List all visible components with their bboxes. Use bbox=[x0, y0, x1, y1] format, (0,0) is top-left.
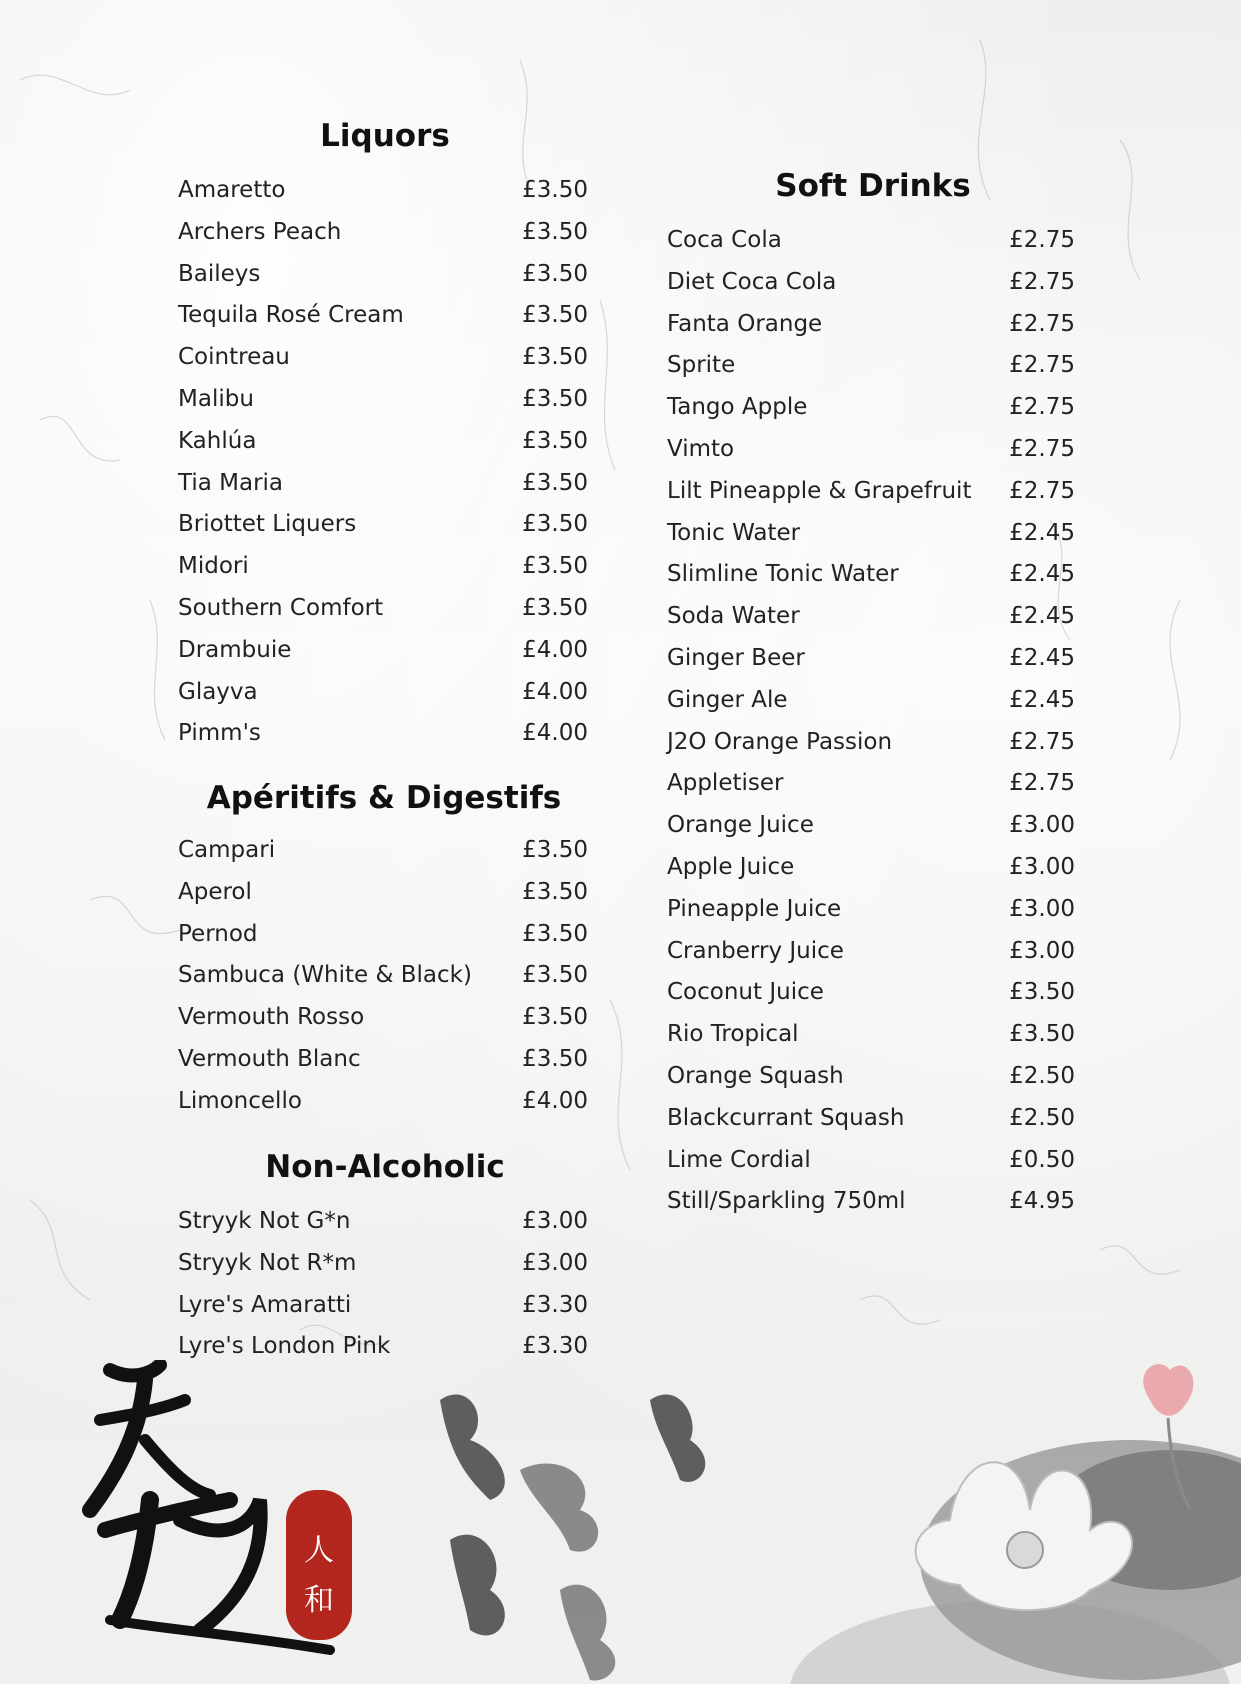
item-name: Glayva bbox=[178, 678, 258, 705]
menu-item bbox=[178, 504, 588, 546]
item-name: Cranberry Juice bbox=[667, 937, 844, 964]
item-price: £4.00 bbox=[522, 1087, 588, 1114]
item-name: Vermouth Rosso bbox=[178, 1004, 365, 1031]
menu-item bbox=[178, 955, 588, 997]
menu-item bbox=[178, 295, 588, 337]
item-name: Midori bbox=[178, 553, 249, 580]
item-name: Baileys bbox=[178, 260, 261, 287]
item-name: Aperol bbox=[178, 878, 252, 905]
menu-item bbox=[178, 1201, 588, 1243]
item-price: £3.50 bbox=[522, 962, 588, 989]
menu-item bbox=[667, 972, 1075, 1014]
item-price: £2.45 bbox=[1009, 603, 1075, 630]
item-price: £2.45 bbox=[1009, 686, 1075, 713]
item-price: £3.50 bbox=[522, 344, 588, 371]
item-name: Stryyk Not R*m bbox=[178, 1249, 357, 1276]
menu-item bbox=[667, 1140, 1075, 1182]
item-price: £2.75 bbox=[1009, 310, 1075, 337]
item-name: Tia Maria bbox=[178, 469, 284, 496]
item-name: Pineapple Juice bbox=[667, 895, 842, 922]
item-price: £3.50 bbox=[1009, 1021, 1075, 1048]
item-name: Lyre's London Pink bbox=[178, 1333, 391, 1360]
item-name: Campari bbox=[178, 837, 276, 863]
item-price: £4.00 bbox=[522, 678, 588, 705]
item-name: Vimto bbox=[667, 435, 735, 462]
menu-item bbox=[178, 1081, 588, 1123]
menu-item bbox=[667, 1014, 1075, 1056]
item-price: £2.75 bbox=[1009, 435, 1075, 462]
item-price: £3.50 bbox=[522, 1045, 588, 1072]
item-name: Malibu bbox=[178, 385, 254, 412]
item-name: Blackcurrant Squash bbox=[667, 1104, 905, 1131]
menu-item bbox=[178, 997, 588, 1039]
item-price: £3.50 bbox=[522, 469, 588, 496]
item-name: Ginger Ale bbox=[667, 686, 788, 713]
seal-text-bottom: 和 bbox=[304, 1583, 334, 1618]
liquors-list bbox=[178, 170, 588, 755]
item-name: Coca Cola bbox=[667, 227, 782, 253]
item-name: Rio Tropical bbox=[667, 1021, 799, 1048]
item-price: £4.95 bbox=[1009, 1188, 1075, 1215]
item-name: Sprite bbox=[667, 352, 736, 379]
menu-item bbox=[667, 345, 1075, 387]
menu-item bbox=[667, 805, 1075, 847]
menu-item bbox=[667, 638, 1075, 680]
menu-item bbox=[178, 379, 588, 421]
item-name: Tonic Water bbox=[667, 519, 801, 546]
menu-item bbox=[667, 387, 1075, 429]
item-price: £2.75 bbox=[1009, 268, 1075, 295]
item-price: £3.00 bbox=[522, 1208, 588, 1234]
menu-item bbox=[178, 872, 588, 914]
item-name: Lilt Pineapple & Grapefruit bbox=[667, 477, 972, 504]
menu-item bbox=[667, 722, 1075, 764]
item-price: £3.50 bbox=[1009, 979, 1075, 1006]
menu-item bbox=[667, 471, 1075, 513]
item-price: £3.00 bbox=[1009, 812, 1075, 839]
item-price: £3.50 bbox=[522, 511, 588, 538]
menu-item bbox=[667, 847, 1075, 889]
menu-item bbox=[178, 212, 588, 254]
item-price: £2.45 bbox=[1009, 561, 1075, 588]
menu-item bbox=[178, 254, 588, 296]
item-price: £3.50 bbox=[522, 594, 588, 621]
menu-item bbox=[667, 889, 1075, 931]
item-price: £2.45 bbox=[1009, 519, 1075, 546]
soft-drinks-title: Soft Drinks bbox=[775, 168, 971, 204]
item-name: Cointreau bbox=[178, 344, 290, 371]
item-name: Ginger Beer bbox=[667, 644, 805, 671]
item-name: Orange Juice bbox=[667, 812, 814, 839]
item-price: £2.75 bbox=[1009, 227, 1075, 253]
menu-item bbox=[178, 914, 588, 956]
item-name: Briottet Liquers bbox=[178, 511, 357, 538]
menu-item bbox=[178, 1039, 588, 1081]
bottom-artwork bbox=[0, 1360, 1241, 1684]
item-name: Vermouth Blanc bbox=[178, 1045, 361, 1072]
item-price: £0.50 bbox=[1009, 1146, 1075, 1173]
item-price: £4.00 bbox=[522, 636, 588, 663]
menu-item bbox=[178, 588, 588, 630]
menu-item bbox=[178, 830, 588, 872]
item-price: £2.50 bbox=[1009, 1062, 1075, 1089]
menu-item bbox=[178, 1285, 588, 1327]
goldfish-icon bbox=[440, 1395, 705, 1681]
item-price: £3.50 bbox=[522, 385, 588, 412]
menu-item bbox=[178, 463, 588, 505]
item-price: £3.50 bbox=[522, 177, 588, 203]
item-name: Apple Juice bbox=[667, 853, 795, 880]
menu-item bbox=[667, 1098, 1075, 1140]
soft-drinks-list bbox=[667, 220, 1075, 1223]
menu-item bbox=[667, 429, 1075, 471]
item-price: £2.50 bbox=[1009, 1104, 1075, 1131]
menu-item bbox=[178, 630, 588, 672]
aperitifs-title: Apéritifs & Digestifs bbox=[206, 780, 562, 816]
item-name: Appletiser bbox=[667, 770, 784, 797]
menu-item bbox=[667, 220, 1075, 262]
seal-text-top: 人 bbox=[304, 1533, 334, 1568]
non-alcoholic-title: Non-Alcoholic bbox=[265, 1149, 505, 1185]
item-name: Lime Cordial bbox=[667, 1146, 811, 1173]
menu-item bbox=[667, 763, 1075, 805]
item-name: Pernod bbox=[178, 920, 258, 947]
item-name: Drambuie bbox=[178, 636, 292, 663]
item-name: Still/Sparkling 750ml bbox=[667, 1188, 906, 1215]
item-price: £3.00 bbox=[1009, 937, 1075, 964]
item-name: Fanta Orange bbox=[667, 310, 823, 337]
menu-item bbox=[178, 713, 588, 755]
menu-item bbox=[667, 680, 1075, 722]
item-name: Limoncello bbox=[178, 1087, 302, 1114]
item-name: Sambuca (White & Black) bbox=[178, 962, 472, 989]
item-name: Diet Coca Cola bbox=[667, 268, 837, 295]
item-name: Lyre's Amaratti bbox=[178, 1291, 352, 1318]
menu-item bbox=[178, 672, 588, 714]
menu-item bbox=[667, 262, 1075, 304]
item-name: Archers Peach bbox=[178, 218, 342, 245]
item-price: £3.50 bbox=[522, 1004, 588, 1031]
item-price: £3.00 bbox=[1009, 895, 1075, 922]
item-price: £3.50 bbox=[522, 920, 588, 947]
item-price: £3.50 bbox=[522, 837, 588, 863]
item-price: £3.50 bbox=[522, 218, 588, 245]
liquors-title: Liquors bbox=[320, 118, 450, 154]
item-price: £4.00 bbox=[522, 720, 588, 747]
item-price: £3.30 bbox=[522, 1333, 588, 1360]
item-name: Southern Comfort bbox=[178, 594, 384, 621]
item-price: £3.50 bbox=[522, 427, 588, 454]
item-name: Kahlúa bbox=[178, 427, 257, 454]
item-price: £2.75 bbox=[1009, 352, 1075, 379]
item-name: Tango Apple bbox=[667, 394, 808, 421]
menu-item bbox=[178, 421, 588, 463]
menu-item bbox=[667, 554, 1075, 596]
item-price: £2.75 bbox=[1009, 394, 1075, 421]
item-name: J2O Orange Passion bbox=[667, 728, 893, 755]
item-name: Orange Squash bbox=[667, 1062, 844, 1089]
menu-item bbox=[178, 337, 588, 379]
item-name: Soda Water bbox=[667, 603, 800, 630]
menu-item bbox=[667, 931, 1075, 973]
menu-item bbox=[667, 1181, 1075, 1223]
non-alcoholic-list bbox=[178, 1201, 588, 1368]
item-name: Slimline Tonic Water bbox=[667, 561, 899, 588]
item-price: £3.00 bbox=[522, 1249, 588, 1276]
menu-item bbox=[667, 1056, 1075, 1098]
menu-item bbox=[667, 513, 1075, 555]
item-price: £2.75 bbox=[1009, 477, 1075, 504]
item-name: Tequila Rosé Cream bbox=[178, 302, 404, 329]
menu-item bbox=[178, 546, 588, 588]
item-name: Amaretto bbox=[178, 177, 286, 203]
item-price: £3.50 bbox=[522, 878, 588, 905]
item-price: £2.45 bbox=[1009, 644, 1075, 671]
item-name: Stryyk Not G*n bbox=[178, 1208, 351, 1234]
item-name: Coconut Juice bbox=[667, 979, 824, 1006]
aperitifs-list bbox=[178, 830, 588, 1123]
red-seal-icon bbox=[286, 1490, 352, 1640]
item-name: Pimm's bbox=[178, 720, 261, 747]
item-price: £3.50 bbox=[522, 553, 588, 580]
menu-item bbox=[178, 1243, 588, 1285]
item-price: £2.75 bbox=[1009, 770, 1075, 797]
menu-item bbox=[667, 596, 1075, 638]
item-price: £3.00 bbox=[1009, 853, 1075, 880]
menu-item bbox=[178, 170, 588, 212]
menu-item bbox=[667, 304, 1075, 346]
item-price: £3.50 bbox=[522, 260, 588, 287]
item-price: £3.50 bbox=[522, 302, 588, 329]
item-price: £3.30 bbox=[522, 1291, 588, 1318]
item-price: £2.75 bbox=[1009, 728, 1075, 755]
